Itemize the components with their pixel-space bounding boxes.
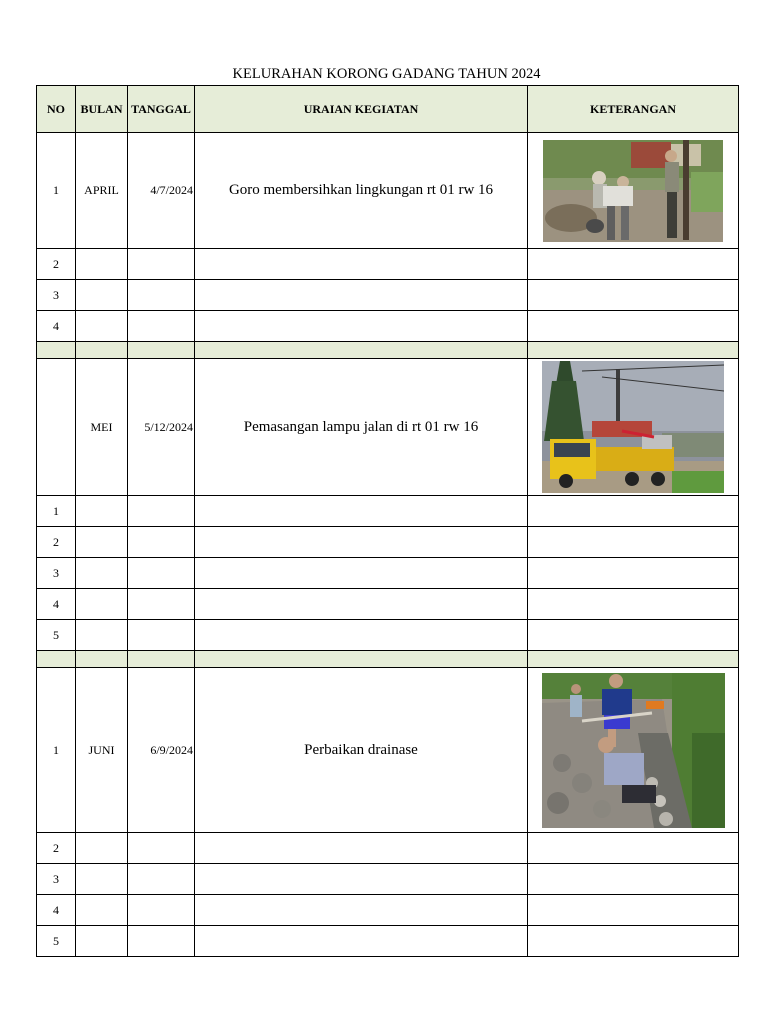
- cell-keterangan: [528, 359, 739, 496]
- cell-tanggal: [128, 280, 195, 311]
- cell-bulan: [76, 280, 128, 311]
- table-row: [37, 833, 739, 864]
- cell-tanggal: [128, 926, 195, 957]
- cell-bulan: [76, 496, 128, 527]
- document-title: KELURAHAN KORONG GADANG TAHUN 2024: [232, 66, 541, 82]
- cell-keterangan: [528, 558, 739, 589]
- cell-tanggal: 5/12/2024: [128, 359, 195, 496]
- cell-uraian: [195, 280, 528, 311]
- cell-bulan: APRIL: [76, 133, 128, 249]
- header-keterangan: KETERANGAN: [528, 86, 739, 133]
- cell-bulan: [76, 895, 128, 926]
- cell-tanggal: [128, 589, 195, 620]
- cell-uraian: [195, 496, 528, 527]
- table-row: [37, 926, 739, 957]
- cell-bulan: [76, 558, 128, 589]
- cell-keterangan: [528, 527, 739, 558]
- table-row: [37, 133, 739, 249]
- cell-bulan: [76, 620, 128, 651]
- cell-no: 3: [37, 864, 76, 895]
- cell-bulan: [76, 589, 128, 620]
- table-row: [37, 668, 739, 833]
- cell-no: 4: [37, 589, 76, 620]
- table-row: [37, 558, 739, 589]
- cell-no: 1: [37, 668, 76, 833]
- cell-no: 2: [37, 249, 76, 280]
- cell-keterangan: [528, 280, 739, 311]
- cell-keterangan: [528, 864, 739, 895]
- cell-bulan: [76, 926, 128, 957]
- cell-keterangan: [528, 895, 739, 926]
- table-row: [37, 589, 739, 620]
- cell-uraian: [195, 926, 528, 957]
- cell-no: [37, 359, 76, 496]
- cell-no: 5: [37, 926, 76, 957]
- separator-row: [37, 651, 739, 668]
- table-row: [37, 496, 739, 527]
- cell-no: 2: [37, 833, 76, 864]
- cell-keterangan: [528, 833, 739, 864]
- cell-no: 4: [37, 895, 76, 926]
- cell-tanggal: [128, 311, 195, 342]
- activity-table: [36, 85, 739, 957]
- cell-uraian: Goro membersihkan lingkungan rt 01 rw 16: [195, 133, 528, 249]
- header-no: NO: [37, 86, 76, 133]
- cell-tanggal: [128, 833, 195, 864]
- cell-tanggal: [128, 558, 195, 589]
- header-tanggal: TANGGAL: [128, 86, 195, 133]
- cell-uraian: [195, 620, 528, 651]
- table-row: [37, 864, 739, 895]
- table-row: [37, 895, 739, 926]
- header-uraian-kegiatan: URAIAN KEGIATAN: [195, 86, 528, 133]
- cell-keterangan: [528, 496, 739, 527]
- cell-no: 1: [37, 496, 76, 527]
- cell-tanggal: 6/9/2024: [128, 668, 195, 833]
- cell-bulan: [76, 311, 128, 342]
- cell-keterangan: [528, 589, 739, 620]
- cell-uraian: Pemasangan lampu jalan di rt 01 rw 16: [195, 359, 528, 496]
- cell-no: 5: [37, 620, 76, 651]
- cell-tanggal: [128, 620, 195, 651]
- cell-keterangan: [528, 311, 739, 342]
- cell-bulan: JUNI: [76, 668, 128, 833]
- cell-uraian: [195, 311, 528, 342]
- cell-uraian: [195, 558, 528, 589]
- cell-bulan: [76, 527, 128, 558]
- cell-no: 3: [37, 558, 76, 589]
- cell-uraian: [195, 864, 528, 895]
- cell-tanggal: [128, 496, 195, 527]
- cell-no: 4: [37, 311, 76, 342]
- cell-keterangan: [528, 926, 739, 957]
- cell-bulan: [76, 833, 128, 864]
- cell-no: 2: [37, 527, 76, 558]
- cell-uraian: Perbaikan drainase: [195, 668, 528, 833]
- cell-uraian: [195, 527, 528, 558]
- cell-tanggal: [128, 895, 195, 926]
- cell-keterangan: [528, 668, 739, 833]
- cell-tanggal: [128, 249, 195, 280]
- cell-uraian: [195, 249, 528, 280]
- separator-row: [37, 342, 739, 359]
- cell-uraian: [195, 833, 528, 864]
- table-row: [37, 311, 739, 342]
- cell-tanggal: 4/7/2024: [128, 133, 195, 249]
- table-row: [37, 620, 739, 651]
- photo-drainage-repair: [542, 673, 725, 828]
- cell-no: 3: [37, 280, 76, 311]
- cell-keterangan: [528, 249, 739, 280]
- cell-tanggal: [128, 527, 195, 558]
- header-row: [37, 86, 739, 133]
- cell-bulan: [76, 864, 128, 895]
- cell-uraian: [195, 895, 528, 926]
- cell-uraian: [195, 589, 528, 620]
- cell-bulan: MEI: [76, 359, 128, 496]
- cell-tanggal: [128, 864, 195, 895]
- cell-keterangan: [528, 133, 739, 249]
- table-row: [37, 280, 739, 311]
- cell-bulan: [76, 249, 128, 280]
- table-row: [37, 359, 739, 496]
- photo-cleanup-activity: [543, 140, 723, 242]
- header-bulan: BULAN: [76, 86, 128, 133]
- table-row: [37, 249, 739, 280]
- cell-keterangan: [528, 620, 739, 651]
- cell-no: 1: [37, 133, 76, 249]
- photo-street-lamp-truck: [542, 361, 724, 493]
- table-row: [37, 527, 739, 558]
